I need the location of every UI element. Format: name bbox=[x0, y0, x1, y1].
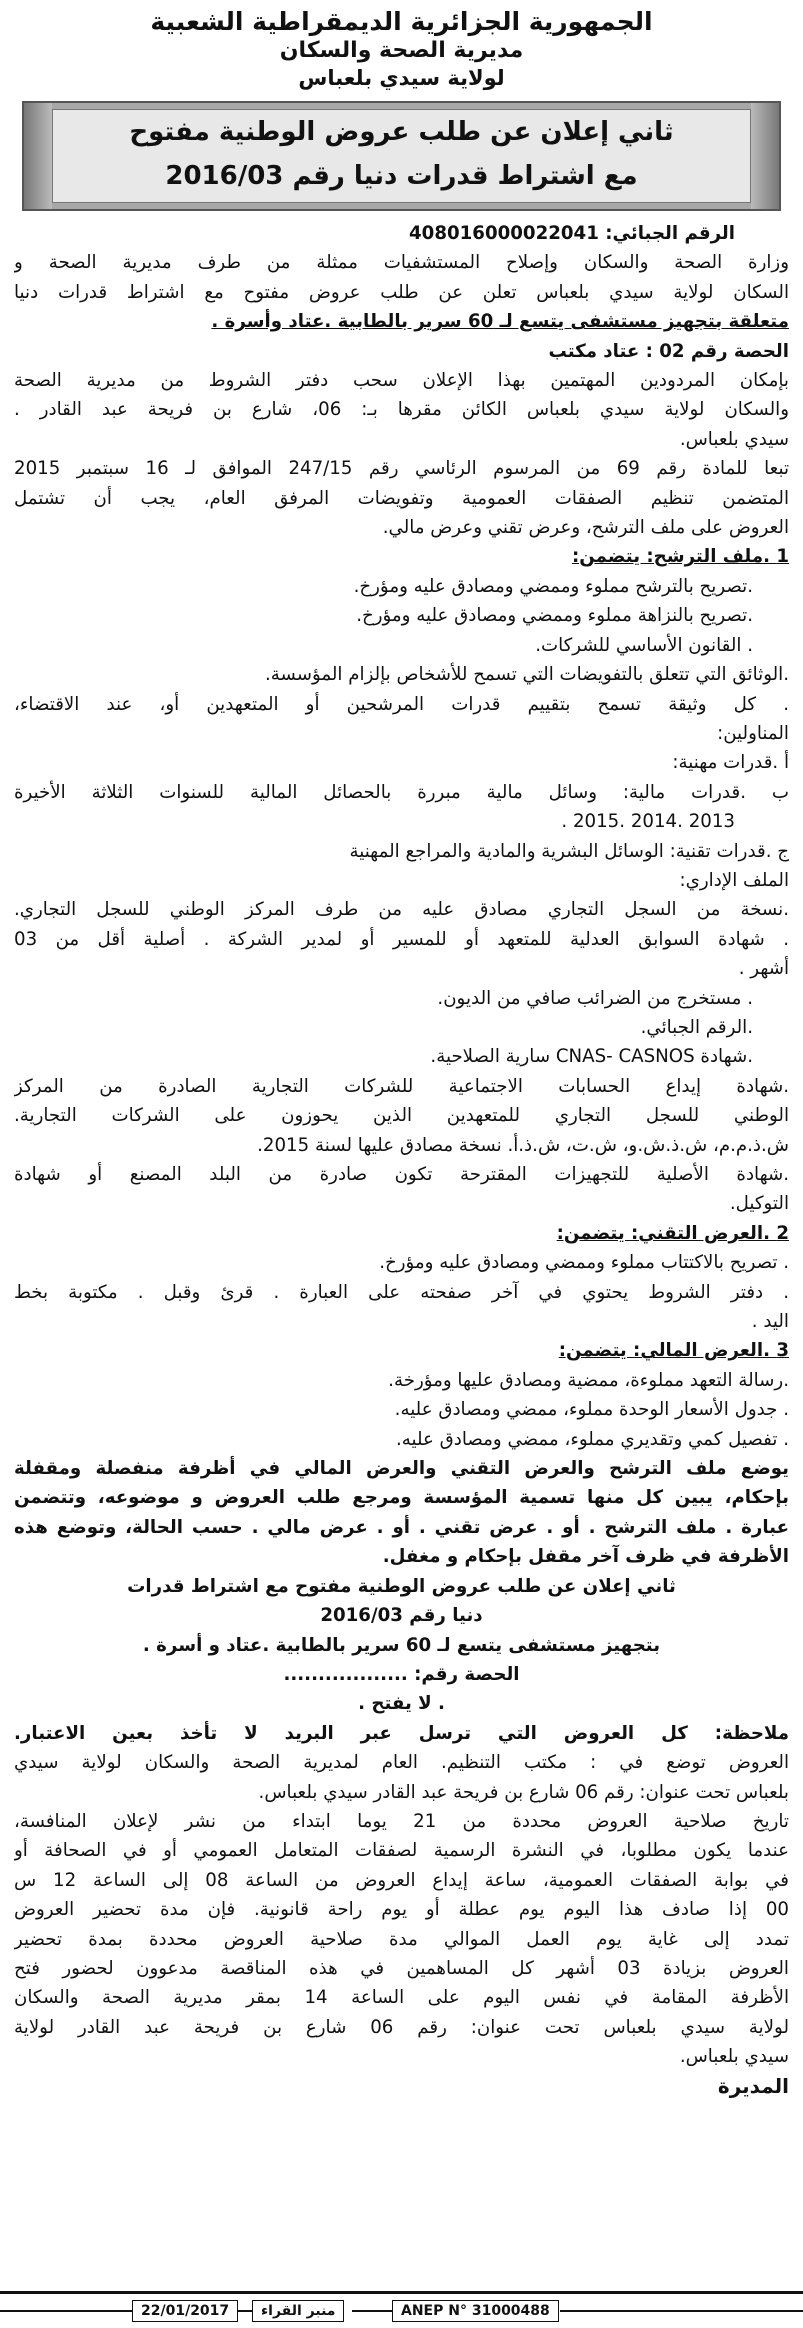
newspaper-name: منبر القراء bbox=[252, 2300, 344, 2322]
section-heading-financial: 3 .العرض المالي: يتضمن: bbox=[558, 1340, 789, 1362]
body-line: بإمكان المردودين المهتمين بهذا الإعلان سحب دفتر الشروط من مديرية الصحة bbox=[14, 370, 789, 392]
body-line: وزارة الصحة والسكان وإصلاح المستشفيات ممثلة من طرف مديرية الصحة و bbox=[14, 252, 789, 274]
section-heading-technical: 2 .العرض التقني: يتضمن: bbox=[556, 1222, 789, 1244]
body-line: العروض على ملف الترشح، وعرض تقني وعرض مالي. bbox=[382, 517, 789, 539]
title-banner bbox=[22, 101, 781, 211]
project-object-line: متعلقة بتجهيز مستشفى يتسع لـ 60 سرير بالطابية .عتاد وأسرة . bbox=[211, 311, 789, 333]
body-line: الأظرفة المقامة في نفس اليوم على الساعة 14 بمقر مديرية الصحة والسكان bbox=[14, 1987, 789, 2009]
list-item: .رسالة التعهد مملوءة، ممضية ومصادق عليها ومؤرخة. bbox=[388, 1369, 789, 1391]
body-line: في بوابة الصفقات العمومية، ساعة إيداع العروض من الساعة 08 إلى الساعة 12 س bbox=[14, 1869, 789, 1891]
body-line: ج .قدرات تقنية: الوسائل البشرية والمادية والمراجع المهنية bbox=[349, 840, 789, 862]
body-line: الأظرفة في ظرف آخر مقفل بإحكام و مغفل. bbox=[382, 1546, 789, 1568]
list-item: .تصريح بالترشح مملوء وممضي ومصادق عليه ومؤرخ. bbox=[353, 575, 753, 597]
section-heading-candidacy: 1 .ملف الترشح: يتضمن: bbox=[572, 546, 789, 568]
footer-rule-middle bbox=[236, 2310, 252, 2312]
list-item: .نسخة من السجل التجاري مصادق عليه من طرف المركز الوطني للسجل التجاري. bbox=[14, 899, 789, 921]
list-item: .الرقم الجبائي. bbox=[640, 1016, 753, 1038]
wilaya-name: لولاية سيدي بلعباس bbox=[298, 65, 505, 90]
body-line: بلعباس تحت عنوان: رقم 06 شارع بن فريحة عبد القادر سيدي بلعباس. bbox=[258, 1781, 789, 1803]
body-line: لولاية سيدي بلعباس تحت عنوان: رقم 06 شارع بن فريحة عبد القادر لولاية bbox=[14, 2016, 789, 2038]
body-line: سيدي بلعباس. bbox=[679, 428, 789, 450]
lot-number-line: الحصة رقم 02 : عتاد مكتب bbox=[548, 340, 789, 362]
body-line: اليد . bbox=[751, 1311, 789, 1333]
note-line: ملاحظة: كل العروض التي ترسل عبر البريد لا تأخذ بعين الاعتبار. bbox=[14, 1722, 789, 1744]
republic-name: الجمهورية الجزائرية الديمقراطية الشعبية bbox=[150, 7, 653, 36]
list-item: . كل وثيقة تسمح بتقييم قدرات المرشحين أو المتعهدين أو، عند الاقتضاء، bbox=[14, 693, 789, 715]
body-line: المتضمن تنظيم الصفقات العمومية وتفويضات المرفق العام، يجب أن تشتمل bbox=[14, 487, 789, 509]
envelope-title-line: بتجهيز مستشفى يتسع لـ 60 سرير بالطابية .عتاد و أسرة . bbox=[142, 1634, 661, 1656]
list-item: . تصريح بالاكتتاب مملوء وممضي ومصادق عليه ومؤرخ. bbox=[379, 1252, 789, 1274]
issuer-header bbox=[14, 6, 789, 91]
body-line: السكان لولاية سيدي بلعباس تعلن عن طلب عروض مفتوح مع اشتراط قدرات دنيا bbox=[14, 281, 789, 303]
body-line: العروض توضع في : مكتب التنظيم. العام لمديرية الصحة والسكان لولاية سيدي bbox=[14, 1752, 789, 1774]
body-line: الوطني للسجل التجاري للمتعهدين الذين يحوزون على الشركات التجارية. bbox=[14, 1105, 789, 1127]
body-line: الملف الإداري: bbox=[679, 869, 789, 891]
list-item: .شهادة الأصلية للتجهيزات المقترحة تكون صادرة من البلد المصنع أو شهادة bbox=[14, 1164, 789, 1185]
list-item: . دفتر الشروط يحتوي في آخر صفحته على العبارة . قرئ وقبل . مكتوبة بخط bbox=[14, 1281, 789, 1303]
body-line: أ .قدرات مهنية: bbox=[672, 752, 789, 774]
body-line: تبعا للمادة رقم 69 من المرسوم الرئاسي رقم 247/15 الموافق لـ 16 سبتمبر 2015 bbox=[14, 458, 789, 480]
body-line: العروض بزيادة 03 أشهر كل المساهمين في هذه المناقصة مدعوون لحضور فتح bbox=[14, 1957, 789, 1979]
body-line: والسكان لولاية سيدي بلعباس الكائن مقرها بـ: 06، شارع بن فريحة عبد القادر . bbox=[14, 399, 789, 421]
list-item: . جدول الأسعار الوحدة مملوء، ممضي ومصادق عليه. bbox=[394, 1399, 789, 1421]
publication-date: 22/01/2017 bbox=[132, 2300, 238, 2322]
footer-rule-right bbox=[560, 2310, 803, 2312]
tax-id-line: الرقم الجبائي: 408016000022041 bbox=[409, 223, 735, 244]
body-line: المناولين: bbox=[717, 722, 789, 744]
body-line: تاريخ صلاحية العروض محددة من 21 يوما ابتداء من نشر لإعلان المنافسة، bbox=[14, 1810, 789, 1832]
body-line: 00 إذا صادف هذا اليوم يوم عطلة أو يوم راحة قانونية. فإن مدة تحضير العروض bbox=[14, 1899, 789, 1921]
envelope-lot-line: الحصة رقم: .................. bbox=[283, 1663, 520, 1685]
list-item: .شهادة CNAS- CASNOS سارية الصلاحية. bbox=[430, 1046, 753, 1068]
body-line: أشهر . bbox=[738, 958, 789, 980]
footer-rule-middle-2 bbox=[352, 2310, 392, 2312]
list-item: . القانون الأساسي للشركات. bbox=[535, 634, 753, 656]
body-line: ش.ذ.م.م، ش.ذ.ش.و، ش.ت، ش.ذ.أ. نسخة مصادق عليها لسنة 2015. bbox=[257, 1134, 789, 1156]
title-line-1: ثاني إعلان عن طلب عروض الوطنية مفتوح bbox=[129, 117, 674, 147]
list-item: .تصريح بالنزاهة مملوء وممضي ومصادق عليه ومؤرخ. bbox=[356, 605, 753, 627]
title-banner-inner bbox=[52, 109, 751, 203]
body-line: بإحكام، يبين كل منها تسمية المؤسسة ومرجع طلب العروض و موضوعه، وتتضمن bbox=[14, 1487, 789, 1509]
body-line: 2013 .2014 .2015 . bbox=[561, 811, 735, 833]
title-line-2: مع اشتراط قدرات دنيا رقم 2016/03 bbox=[165, 161, 638, 191]
banner-corner-right bbox=[751, 103, 779, 209]
body-line: عبارة . ملف الترشح . أو . عرض تقني . أو . عرض مالي . حسب الحالة، وتوضع هذه bbox=[14, 1516, 789, 1538]
list-item: .الوثائق التي تتعلق بالتفويضات التي تسمح للأشخاص بإلزام المؤسسة. bbox=[264, 664, 789, 686]
anep-number: ANEP N° 31000488 bbox=[392, 2300, 559, 2322]
body-line: يوضع ملف الترشح والعرض التقني والعرض المالي في أظرفة منفصلة ومقفلة bbox=[14, 1458, 789, 1480]
footer-rule-left bbox=[0, 2310, 132, 2312]
body-line: سيدي بلعباس. bbox=[679, 2046, 789, 2068]
body-line: ب .قدرات مالية: وسائل مالية مبررة بالحصائل المالية للسنوات الثلاثة الأخيرة bbox=[14, 781, 789, 803]
directorate-name: مديرية الصحة والسكان bbox=[279, 38, 524, 64]
body-line: التوكيل. bbox=[729, 1193, 789, 1215]
list-item: . مستخرج من الضرائب صافي من الديون. bbox=[437, 987, 753, 1009]
envelope-title-line: دنيا رقم 2016/03 bbox=[320, 1605, 483, 1627]
announcement-body bbox=[14, 219, 789, 2101]
body-line: تمدد إلى غاية يوم العمل الموالي مدة صلاحية العروض محددة بمدة تحضير bbox=[14, 1928, 789, 1950]
banner-corner-left bbox=[24, 103, 52, 209]
envelope-title-line: ثاني إعلان عن طلب عروض الوطنية مفتوح مع اشتراط قدرات bbox=[127, 1575, 676, 1597]
do-not-open-line: . لا يفتح . bbox=[358, 1693, 445, 1715]
list-item: . تفصيل كمي وتقديري مملوء، ممضي ومصادق عليه. bbox=[395, 1428, 789, 1450]
list-item: .شهادة إيداع الحسابات الاجتماعية للشركات التجارية الصادرة من المركز bbox=[14, 1075, 789, 1097]
body-line: عندما يكون مطلوبا، في النشرة الرسمية لصفقات المتعامل العمومي أو في الصحافة أو bbox=[14, 1840, 789, 1862]
list-item: . شهادة السوابق العدلية للمتعهد أو للمسير أو لمدير الشركة . أصلية أقل من 03 bbox=[14, 928, 789, 950]
footer-bar bbox=[0, 2291, 803, 2328]
signature-director: المديرة bbox=[717, 2073, 789, 2098]
